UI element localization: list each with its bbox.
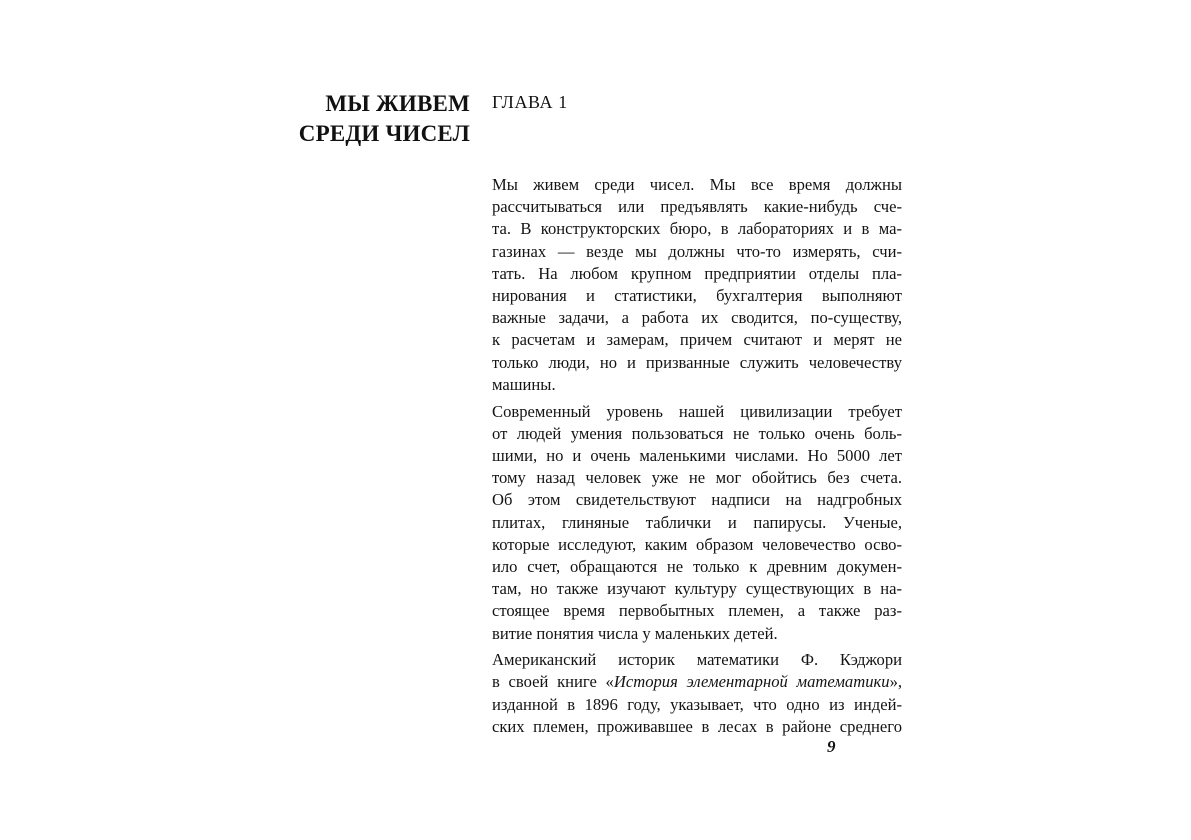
paragraph-line: Американский историк математики Ф. Кэджори: [492, 650, 902, 670]
paragraph-line: Современный уровень нашей цивилизации требует: [492, 401, 902, 421]
chapter-title: [230, 89, 470, 149]
body-text: [492, 174, 902, 743]
paragraph-1: [492, 174, 902, 396]
paragraph-line: Об этом свидетельствуют надписи на надгробных: [492, 490, 902, 510]
page-number: 9: [827, 737, 836, 756]
paragraph-line: которые исследуют, каким образом человечество осво-: [492, 534, 902, 554]
paragraph-line: от людей умения пользоваться не только очень боль-: [492, 423, 902, 443]
paragraph-line: рассчитываться или предъявлять какие-нибудь сче-: [492, 197, 902, 217]
paragraph-line: изданной в 1896 году, указывает, что одно из индей-: [492, 694, 902, 714]
paragraph-line: ских племен, проживавшее в лесах в районе среднего: [492, 716, 902, 736]
chapter-label: ГЛАВА 1: [492, 92, 568, 112]
paragraph-line: важные задачи, а работа их сводится, по-существу,: [492, 308, 902, 328]
paragraph-line: нирования и статистики, бухгалтерия выполняют: [492, 286, 902, 306]
paragraph-line: газинах — везде мы должны что-то измерять, счи-: [492, 241, 902, 261]
paragraph-3: [492, 649, 902, 738]
chapter-title-line-2: СРЕДИ ЧИСЕЛ: [298, 121, 470, 146]
paragraph-line: только люди, но и призванные служить человечеству: [492, 352, 902, 372]
paragraph-line-with-citation: [492, 671, 902, 693]
paragraph-line: к расчетам и замерам, причем считают и мерят не: [492, 330, 902, 350]
citation-prefix: в своей книге «: [492, 672, 614, 692]
paragraph-line: стоящее время первобытных племен, а также раз-: [492, 601, 902, 621]
paragraph-line: Мы живем среди чисел. Мы все время должны: [492, 175, 902, 194]
paragraph-line: витие понятия числа у маленьких детей.: [492, 623, 778, 643]
paragraph-line: там, но также изучают культуру существующих в на-: [492, 579, 902, 599]
chapter-title-line-1: МЫ ЖИВЕМ: [325, 91, 470, 116]
paragraph-line: тому назад человек уже не мог обойтись без счета.: [492, 468, 902, 488]
paragraph-line: машины.: [492, 374, 556, 394]
paragraph-line: та. В конструкторских бюро, в лабораториях и в ма-: [492, 219, 902, 239]
paragraph-line: плитах, глиняные таблички и папирусы. Ученые,: [492, 512, 902, 532]
citation-suffix: »,: [889, 672, 903, 692]
paragraph-line: шими, но и очень маленькими числами. Но 5000 лет: [492, 445, 902, 465]
paragraph-2: [492, 401, 902, 645]
book-title: История элементарной математики: [613, 672, 890, 692]
paragraph-line: ило счет, обращаются не только к древним докумен-: [492, 556, 902, 576]
paragraph-line: тать. На любом крупном предприятии отделы пла-: [492, 263, 902, 283]
